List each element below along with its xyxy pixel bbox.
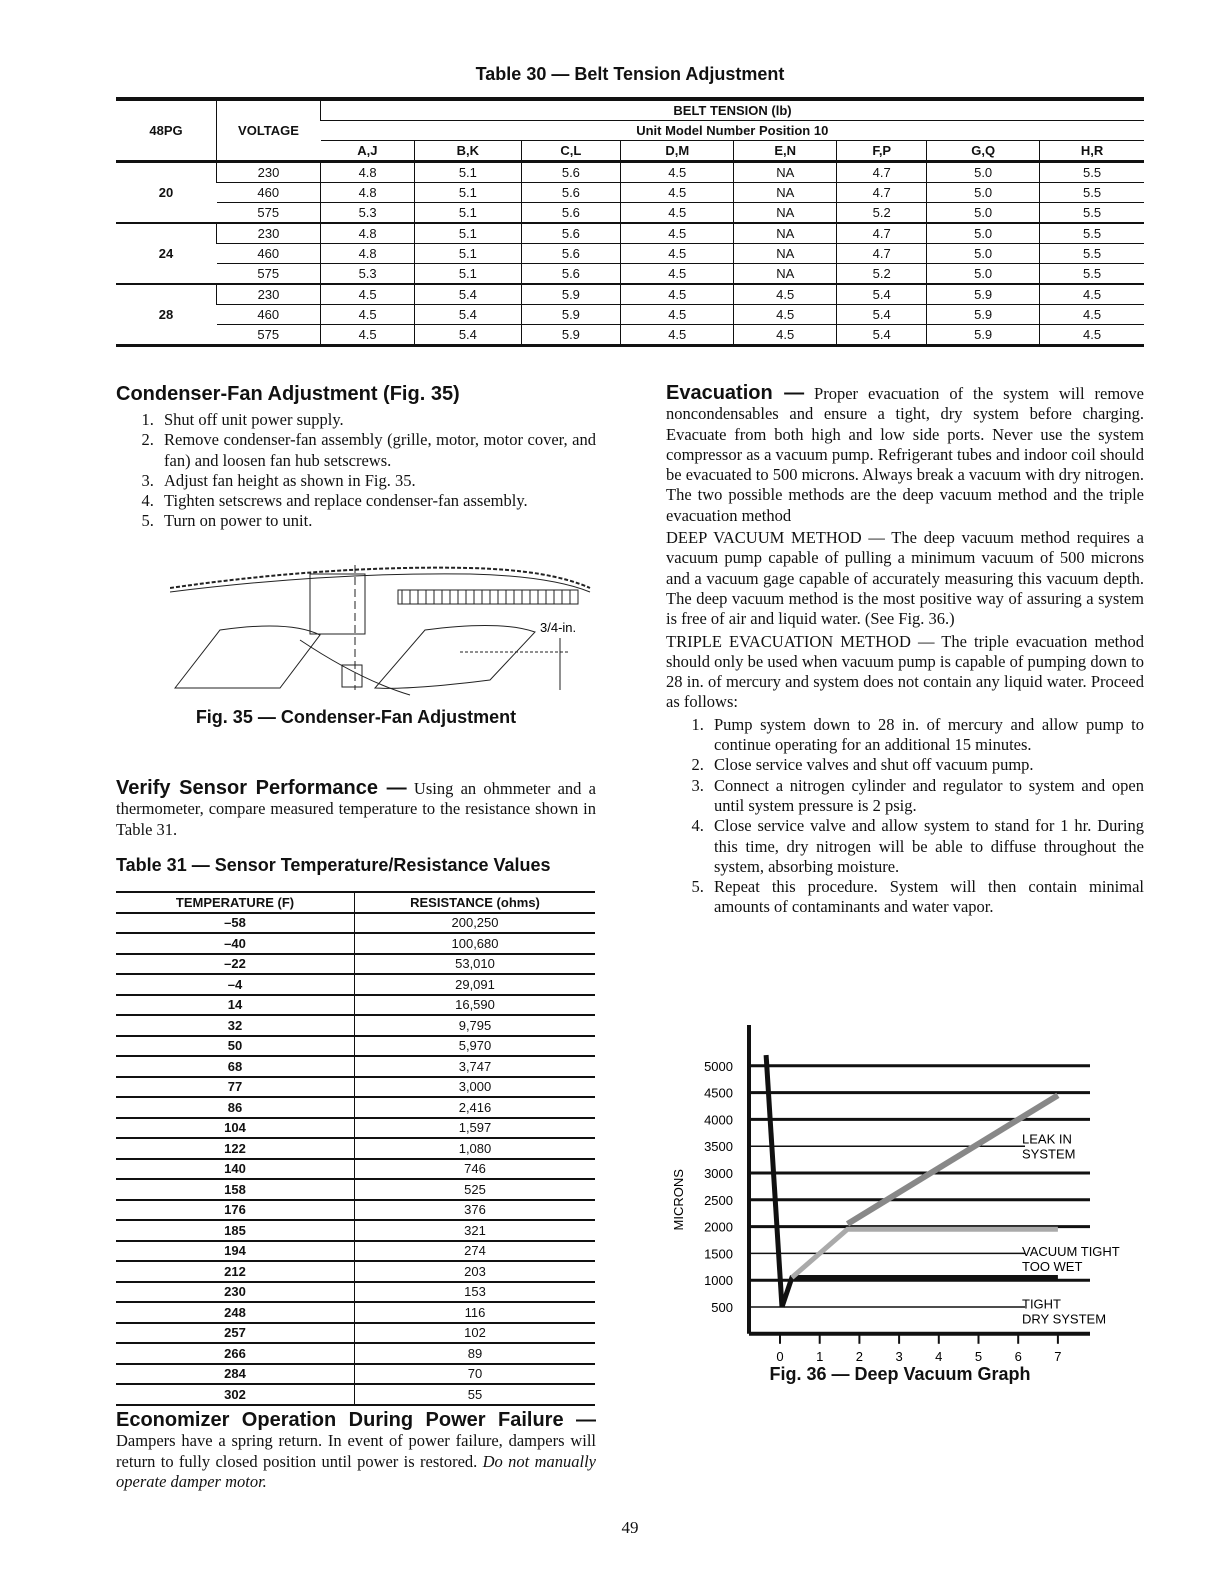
temperature-cell: 284 bbox=[116, 1364, 355, 1385]
resistance-cell: 116 bbox=[355, 1302, 596, 1323]
column-header: D,M bbox=[621, 141, 734, 162]
temperature-cell: 212 bbox=[116, 1261, 355, 1282]
table-row bbox=[116, 1200, 595, 1221]
temperature-cell: 230 bbox=[116, 1282, 355, 1303]
tension-cell: 5.0 bbox=[927, 264, 1040, 285]
table-row bbox=[116, 974, 595, 995]
resistance-cell: 16,590 bbox=[355, 995, 596, 1016]
temperature-cell: 14 bbox=[116, 995, 355, 1016]
x-tick-label: 0 bbox=[776, 1348, 784, 1364]
tension-cell: 5.6 bbox=[521, 162, 621, 183]
table-row bbox=[116, 995, 595, 1016]
condenser-step: 2. Remove condenser-fan assembly (grille, motor, motor cover, and fan) and loosen fan hub setscrews. bbox=[158, 430, 596, 471]
tension-cell: 5.0 bbox=[927, 203, 1040, 224]
tension-cell: 5.9 bbox=[927, 284, 1040, 305]
table-row bbox=[116, 162, 1144, 183]
y-tick-label: 3000 bbox=[704, 1166, 733, 1181]
resistance-cell: 1,597 bbox=[355, 1118, 596, 1139]
tension-cell: 4.5 bbox=[321, 305, 415, 325]
tension-cell: 4.5 bbox=[621, 203, 734, 224]
resistance-cell: 2,416 bbox=[355, 1097, 596, 1118]
tension-cell: 4.5 bbox=[321, 284, 415, 305]
temperature-cell: 77 bbox=[116, 1077, 355, 1098]
x-tick-label: 7 bbox=[1054, 1348, 1062, 1364]
evacuation-step: 2. Close service valves and shut off vacuum pump. bbox=[708, 755, 1144, 775]
table-row bbox=[116, 1343, 595, 1364]
tension-cell: 4.7 bbox=[837, 162, 927, 183]
column-header: C,L bbox=[521, 141, 621, 162]
x-tick-label: 6 bbox=[1014, 1348, 1022, 1364]
tension-cell: NA bbox=[734, 203, 837, 224]
table-row bbox=[116, 1282, 595, 1303]
tension-cell: 5.0 bbox=[927, 183, 1040, 203]
resistance-cell: 3,000 bbox=[355, 1077, 596, 1098]
y-tick-label: 1000 bbox=[704, 1273, 733, 1289]
column-header: RESISTANCE (ohms) bbox=[355, 892, 596, 913]
evacuation-step: 4. Close service valve and allow system to stand for 1 hr. During this time, dry nitrogen will be able to diffuse throughout the system, absorbing moisture. bbox=[708, 816, 1144, 877]
tension-cell: 4.8 bbox=[321, 162, 415, 183]
condenser-step: 3. Adjust fan height as shown in Fig. 35. bbox=[158, 471, 596, 491]
y-tick-label: 1500 bbox=[704, 1246, 733, 1262]
triple-evacuation-text: TRIPLE EVACUATION METHOD — The triple evacuation method should only be used when vacuum pump is capable of pumping down to 28 in. of mercury and system does not contain any liquid water. Proceed as follows: bbox=[666, 631, 1144, 712]
chart-annotation: TOO WET bbox=[1022, 1259, 1083, 1275]
temperature-cell: 257 bbox=[116, 1323, 355, 1344]
voltage-cell: 230 bbox=[217, 162, 321, 183]
col-voltage: VOLTAGE bbox=[217, 99, 321, 162]
table-row bbox=[116, 1138, 595, 1159]
tension-cell: 5.5 bbox=[1040, 162, 1144, 183]
condenser-step: 1. Shut off unit power supply. bbox=[158, 410, 596, 430]
tension-cell: 4.8 bbox=[321, 223, 415, 244]
tension-cell: 5.5 bbox=[1040, 264, 1144, 285]
column-header: H,R bbox=[1040, 141, 1144, 162]
y-tick-label: 5000 bbox=[704, 1058, 733, 1074]
resistance-cell: 53,010 bbox=[355, 954, 596, 975]
y-tick-label: 500 bbox=[711, 1300, 733, 1315]
tension-cell: 5.1 bbox=[415, 244, 521, 264]
tension-cell: 5.6 bbox=[521, 203, 621, 224]
tension-cell: NA bbox=[734, 183, 837, 203]
temperature-cell: 86 bbox=[116, 1097, 355, 1118]
tension-cell: 5.5 bbox=[1040, 203, 1144, 224]
table-row bbox=[116, 1261, 595, 1282]
resistance-cell: 55 bbox=[355, 1384, 596, 1405]
tension-cell: 4.5 bbox=[621, 284, 734, 305]
temperature-cell: 302 bbox=[116, 1384, 355, 1405]
table-row bbox=[116, 1077, 595, 1098]
resistance-cell: 376 bbox=[355, 1200, 596, 1221]
column-header: G,Q bbox=[927, 141, 1040, 162]
column-header: E,N bbox=[734, 141, 837, 162]
resistance-cell: 1,080 bbox=[355, 1138, 596, 1159]
temperature-cell: 50 bbox=[116, 1036, 355, 1057]
y-tick-label: 2000 bbox=[704, 1219, 733, 1235]
temperature-cell: 140 bbox=[116, 1159, 355, 1180]
chart-annotation: LEAK IN bbox=[1022, 1131, 1072, 1147]
table-row bbox=[116, 223, 1144, 244]
table-row bbox=[116, 203, 1144, 224]
x-tick-label: 2 bbox=[855, 1348, 864, 1364]
y-tick-label: 4500 bbox=[704, 1085, 733, 1101]
evacuation-text: Proper evacuation of the system will remove noncondensables and ensure a tight, dry system before charging. Evacuate from both high and low side ports. Never use the system compressor as a vacuum pump. Refrigerant tubes and indoor coil should be evacuated to 500 microns. Always break a vacuum with dry nitrogen. The two possible methods are the deep vacuum method and the triple evacuation method bbox=[666, 384, 1144, 525]
belt-tension-header: BELT TENSION (lb) bbox=[321, 99, 1145, 121]
column-header: F,P bbox=[837, 141, 927, 162]
tension-cell: 4.5 bbox=[1040, 305, 1144, 325]
tension-cell: 5.9 bbox=[521, 305, 621, 325]
table-row bbox=[116, 1097, 595, 1118]
resistance-cell: 200,250 bbox=[355, 913, 596, 934]
temperature-cell: 32 bbox=[116, 1015, 355, 1036]
resistance-cell: 274 bbox=[355, 1241, 596, 1262]
temperature-cell: 266 bbox=[116, 1343, 355, 1364]
voltage-cell: 230 bbox=[217, 223, 321, 244]
table-row bbox=[116, 913, 595, 934]
resistance-cell: 89 bbox=[355, 1343, 596, 1364]
tension-cell: 5.4 bbox=[415, 305, 521, 325]
tension-cell: 5.5 bbox=[1040, 183, 1144, 203]
position-header: Unit Model Number Position 10 bbox=[321, 121, 1145, 141]
column-header: A,J bbox=[321, 141, 415, 162]
tension-cell: 4.5 bbox=[734, 284, 837, 305]
voltage-cell: 575 bbox=[217, 325, 321, 346]
page-number: 49 bbox=[621, 1518, 639, 1537]
tension-cell: 5.0 bbox=[927, 162, 1040, 183]
voltage-cell: 230 bbox=[217, 284, 321, 305]
temperature-cell: 248 bbox=[116, 1302, 355, 1323]
sensor-section bbox=[116, 778, 596, 840]
temperature-cell: 104 bbox=[116, 1118, 355, 1139]
tension-cell: 5.9 bbox=[521, 284, 621, 305]
sensor-text: Using an ohmmeter and a thermometer, compare measured temperature to the resistance shown in Table 31. bbox=[116, 779, 596, 839]
tension-cell: 5.9 bbox=[521, 325, 621, 346]
tension-cell: 5.1 bbox=[415, 162, 521, 183]
tension-cell: 4.7 bbox=[837, 244, 927, 264]
voltage-cell: 460 bbox=[217, 244, 321, 264]
tension-cell: 5.3 bbox=[321, 203, 415, 224]
temperature-cell: 68 bbox=[116, 1056, 355, 1077]
tension-cell: 4.5 bbox=[621, 223, 734, 244]
table-row bbox=[116, 1323, 595, 1344]
resistance-cell: 153 bbox=[355, 1282, 596, 1303]
series-line-tight-dry-system bbox=[782, 1278, 1058, 1307]
tension-cell: 4.5 bbox=[621, 264, 734, 285]
tension-cell: 4.7 bbox=[837, 223, 927, 244]
chart-annotation: SYSTEM bbox=[1022, 1146, 1076, 1162]
resistance-cell: 5,970 bbox=[355, 1036, 596, 1057]
tension-cell: 5.1 bbox=[415, 183, 521, 203]
model-cell: 24 bbox=[116, 223, 217, 284]
table30-title: Table 30 — Belt Tension Adjustment bbox=[475, 64, 785, 84]
tension-cell: 5.6 bbox=[521, 223, 621, 244]
tension-cell: 4.8 bbox=[321, 244, 415, 264]
condenser-fan-figure bbox=[170, 560, 610, 700]
tension-cell: 5.2 bbox=[837, 264, 927, 285]
table-row bbox=[116, 183, 1144, 203]
tension-cell: 5.4 bbox=[415, 284, 521, 305]
evacuation-section bbox=[666, 383, 1144, 918]
voltage-cell: 460 bbox=[217, 183, 321, 203]
condenser-step: 4. Tighten setscrews and replace condenser-fan assembly. bbox=[158, 491, 596, 511]
tension-cell: NA bbox=[734, 162, 837, 183]
tension-cell: 4.5 bbox=[621, 305, 734, 325]
x-tick-label: 1 bbox=[816, 1348, 824, 1364]
tension-cell: 5.5 bbox=[1040, 244, 1144, 264]
x-tick-label: 5 bbox=[974, 1348, 983, 1364]
chart-annotation: DRY SYSTEM bbox=[1022, 1311, 1107, 1327]
table31-title: Table 31 — Sensor Temperature/Resistance Values bbox=[116, 855, 551, 875]
resistance-cell: 321 bbox=[355, 1220, 596, 1241]
economizer-heading: Economizer Operation During Power Failure — bbox=[116, 1409, 596, 1431]
tension-cell: 5.1 bbox=[415, 264, 521, 285]
tension-cell: 5.4 bbox=[837, 305, 927, 325]
temperature-cell: –4 bbox=[116, 974, 355, 995]
sensor-heading: Verify Sensor Performance — bbox=[116, 777, 407, 799]
temperature-cell: 122 bbox=[116, 1138, 355, 1159]
belt-tension-table bbox=[116, 97, 1144, 347]
resistance-cell: 102 bbox=[355, 1323, 596, 1344]
sensor-resistance-table bbox=[116, 891, 595, 1406]
tension-cell: 5.5 bbox=[1040, 223, 1144, 244]
table-row bbox=[116, 1179, 595, 1200]
temperature-cell: 194 bbox=[116, 1241, 355, 1262]
tension-cell: 4.5 bbox=[621, 325, 734, 346]
resistance-cell: 70 bbox=[355, 1364, 596, 1385]
tension-cell: NA bbox=[734, 264, 837, 285]
resistance-cell: 29,091 bbox=[355, 974, 596, 995]
col-48pg: 48PG bbox=[116, 99, 217, 162]
resistance-cell: 746 bbox=[355, 1159, 596, 1180]
chart-annotation: TIGHT bbox=[1022, 1296, 1061, 1312]
fan-height-label: 3/4-in. bbox=[540, 620, 577, 635]
tension-cell: 4.8 bbox=[321, 183, 415, 203]
table-row bbox=[116, 1159, 595, 1180]
table-row bbox=[116, 1364, 595, 1385]
tension-cell: 4.5 bbox=[1040, 284, 1144, 305]
table-row bbox=[116, 264, 1144, 285]
tension-cell: 5.9 bbox=[927, 325, 1040, 346]
table-row bbox=[116, 933, 595, 954]
column-header: TEMPERATURE (F) bbox=[116, 892, 355, 913]
tension-cell: 4.5 bbox=[621, 183, 734, 203]
triple-evacuation-steps bbox=[666, 715, 1144, 918]
tension-cell: 4.5 bbox=[621, 244, 734, 264]
temperature-cell: 185 bbox=[116, 1220, 355, 1241]
tension-cell: 4.5 bbox=[734, 325, 837, 346]
economizer-section bbox=[116, 1410, 596, 1492]
table-row bbox=[116, 305, 1144, 325]
voltage-cell: 575 bbox=[217, 264, 321, 285]
temperature-cell: –40 bbox=[116, 933, 355, 954]
table-row bbox=[116, 1036, 595, 1057]
tension-cell: 4.5 bbox=[321, 325, 415, 346]
y-tick-label: 2500 bbox=[704, 1192, 733, 1208]
resistance-cell: 9,795 bbox=[355, 1015, 596, 1036]
resistance-cell: 525 bbox=[355, 1179, 596, 1200]
table-row bbox=[116, 1302, 595, 1323]
temperature-cell: 158 bbox=[116, 1179, 355, 1200]
temperature-cell: –22 bbox=[116, 954, 355, 975]
model-cell: 20 bbox=[116, 162, 217, 224]
x-tick-label: 4 bbox=[935, 1348, 943, 1364]
tension-cell: 5.6 bbox=[521, 244, 621, 264]
tension-cell: 5.1 bbox=[415, 203, 521, 224]
column-header: B,K bbox=[415, 141, 521, 162]
deep-vacuum-chart bbox=[650, 1020, 1150, 1365]
tension-cell: 4.5 bbox=[734, 305, 837, 325]
evacuation-step: 5. Repeat this procedure. System will then contain minimal amounts of contaminants and water vapor. bbox=[708, 877, 1144, 918]
tension-cell: 5.4 bbox=[415, 325, 521, 346]
tension-cell: NA bbox=[734, 244, 837, 264]
economizer-text: Dampers have a spring return. In event of power failure, dampers will return to fully closed position until power is restored. bbox=[116, 1431, 596, 1471]
condenser-steps bbox=[116, 410, 596, 532]
resistance-cell: 203 bbox=[355, 1261, 596, 1282]
tension-cell: 5.1 bbox=[415, 223, 521, 244]
table-row bbox=[116, 244, 1144, 264]
tension-cell: 5.9 bbox=[927, 305, 1040, 325]
tension-cell: 4.7 bbox=[837, 183, 927, 203]
condenser-heading: Condenser-Fan Adjustment (Fig. 35) bbox=[116, 383, 460, 405]
voltage-cell: 575 bbox=[217, 203, 321, 224]
table-row bbox=[116, 1384, 595, 1405]
model-cell: 28 bbox=[116, 284, 217, 346]
deep-vacuum-text: DEEP VACUUM METHOD — The deep vacuum method requires a vacuum pump capable of pulling a minimum vacuum of 500 microns and a vacuum gage capable of accurately measuring this vacuum depth. The deep vacuum method is the most positive way of assuring a system is free of air and liquid water. (See Fig. 36.) bbox=[666, 528, 1144, 629]
economizer-warning: Do not manually operate damper motor. bbox=[116, 1451, 596, 1491]
condenser-section bbox=[116, 383, 596, 532]
evacuation-step: 1. Pump system down to 28 in. of mercury and allow pump to continue operating for an additional 15 minutes. bbox=[708, 715, 1144, 756]
temperature-cell: 176 bbox=[116, 1200, 355, 1221]
table-row bbox=[116, 1056, 595, 1077]
tension-cell: 5.4 bbox=[837, 325, 927, 346]
y-tick-label: 4000 bbox=[704, 1112, 733, 1128]
y-axis-label: MICRONS bbox=[671, 1169, 686, 1231]
table-row bbox=[116, 1241, 595, 1262]
tension-cell: 5.6 bbox=[521, 264, 621, 285]
tension-cell: 4.5 bbox=[621, 162, 734, 183]
evacuation-heading: Evacuation — bbox=[666, 382, 805, 404]
tension-cell: 5.0 bbox=[927, 223, 1040, 244]
x-tick-label: 3 bbox=[895, 1348, 903, 1364]
tension-cell: 5.0 bbox=[927, 244, 1040, 264]
tension-cell: 5.3 bbox=[321, 264, 415, 285]
fig35-caption: Fig. 35 — Condenser-Fan Adjustment bbox=[195, 707, 517, 727]
table-row bbox=[116, 954, 595, 975]
voltage-cell: 460 bbox=[217, 305, 321, 325]
chart-annotation: VACUUM TIGHT bbox=[1022, 1244, 1120, 1260]
tension-cell: 5.4 bbox=[837, 284, 927, 305]
table-row bbox=[116, 1015, 595, 1036]
table-row bbox=[116, 325, 1144, 346]
tension-cell: 5.6 bbox=[521, 183, 621, 203]
table-row bbox=[116, 1220, 595, 1241]
tension-cell: 4.5 bbox=[1040, 325, 1144, 346]
temperature-cell: –58 bbox=[116, 913, 355, 934]
evacuation-step: 3. Connect a nitrogen cylinder and regulator to system and open until system pressure is 2 psig. bbox=[708, 776, 1144, 817]
resistance-cell: 100,680 bbox=[355, 933, 596, 954]
condenser-step: 5. Turn on power to unit. bbox=[158, 511, 596, 531]
table-row bbox=[116, 284, 1144, 305]
fig36-caption: Fig. 36 — Deep Vacuum Graph bbox=[769, 1364, 1031, 1384]
resistance-cell: 3,747 bbox=[355, 1056, 596, 1077]
tension-cell: NA bbox=[734, 223, 837, 244]
y-tick-label: 3500 bbox=[704, 1139, 733, 1155]
tension-cell: 5.2 bbox=[837, 203, 927, 224]
table-row bbox=[116, 1118, 595, 1139]
